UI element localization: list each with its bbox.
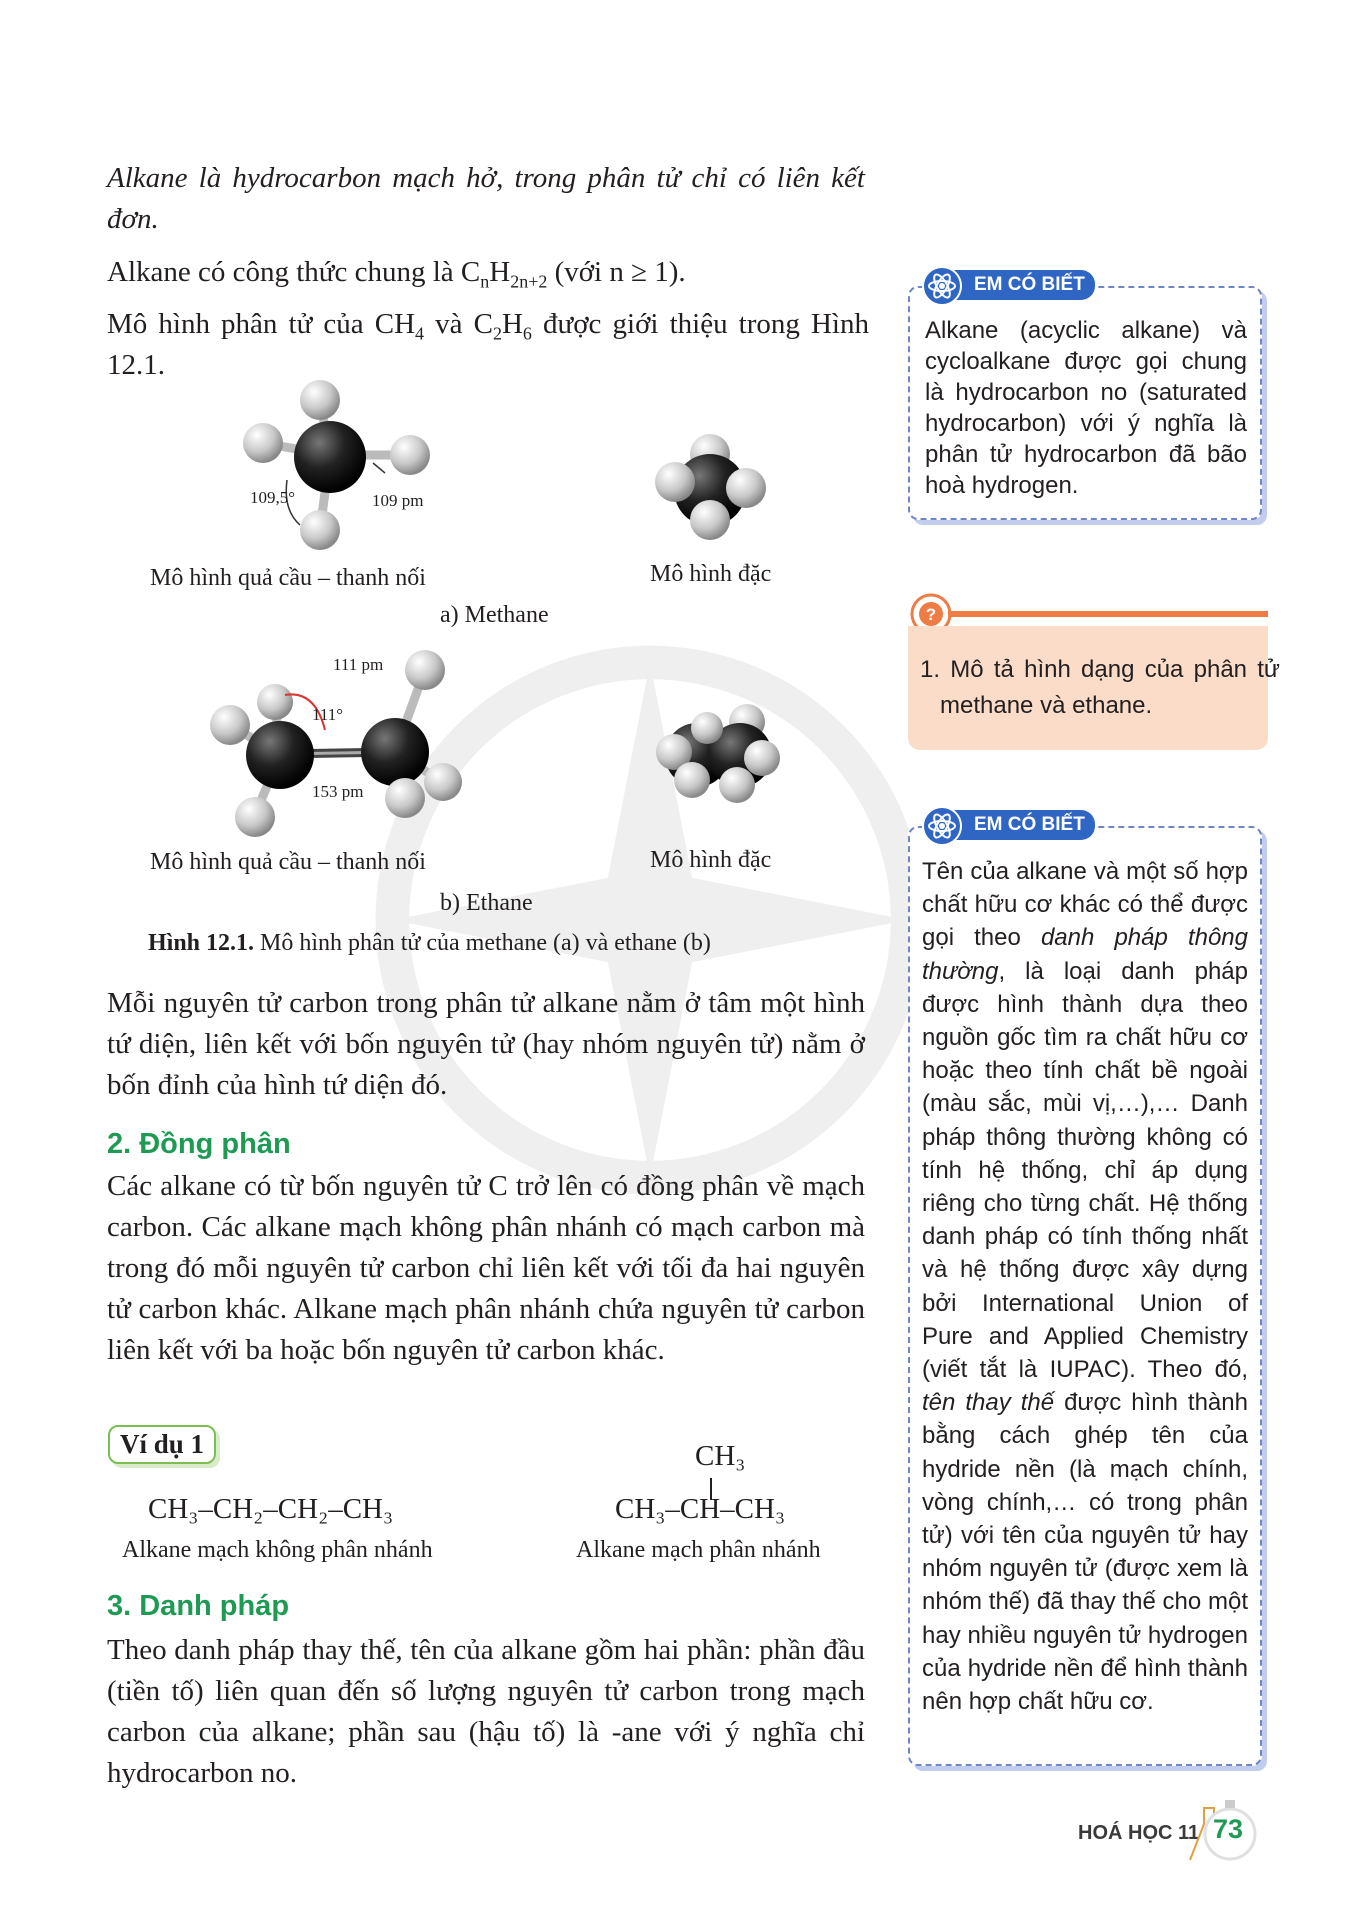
ethane-ball-stick-model [205, 650, 475, 850]
ethane-space-filling-model [652, 700, 782, 810]
atom-icon-overlay [922, 266, 962, 306]
general-formula: Alkane có công thức chung là $C_nH_{2n+2}$ (với n ≥ 1). [107, 256, 686, 292]
ethane-ch-bond-label: 111 pm [333, 655, 384, 674]
methane-angle-label: 109,5° [250, 488, 296, 507]
linear-alkane-formula: CH₃–CH₂–CH₂–CH₃ [148, 1493, 394, 1525]
page-number: 73 [1213, 1814, 1244, 1844]
did-you-know-text-2: Tên của alkane và một số hợp chất hữu cơ khác có thể được gọi theo danh pháp thông thường, là loại danh pháp được hình thành dựa theo nguồn gốc tìm ra chất hữu cơ hoặc theo tính chất bề ngoài (màu sắc, mùi vị,…),… Danh pháp thông thường không có tính hệ thống, chỉ áp dụng riêng cho từng chất. Hệ thống danh pháp có tính thống nhất và hệ thống được xây dựng bởi International Union of Pure and Applied Chemistry (viết tắt là IUPAC). Theo đó, tên thay thế được hình thành bằng cách ghép tên của hydride nền (là mạch chính, vòng chính,… có trong phân tử) với tên của nguyên tử hay nhóm nguyên tử (được xem là nhóm thế) đã thay thế cho một hay nhiều nguyên tử hydrogen của hydride nền để hình thành nên hợp chất hữu cơ. [922, 858, 1248, 1716]
did-you-know-text-1: Alkane (acyclic alkane) và cycloalkane được gọi chung là hydrocarbon no (saturated hydrocarbon) với ý nghĩa là phân tử hydrocarbon đã bão hoà hydrogen. [925, 317, 1247, 499]
methane-space-filling-model [650, 432, 770, 542]
methane-space-fill-label: Mô hình đặc [650, 561, 772, 587]
section-2-paragraph: Các alkane có từ bốn nguyên tử C trở lên có đồng phân về mạch carbon. Các alkane mạch không phân nhánh có mạch carbon mà trong đó mỗi nguyên tử carbon chỉ liên kết với tối đa hai nguyên tử carbon khác. Alkane mạch phân nhánh chứa nguyên tử carbon liên kết với ba hoặc bốn nguyên tử carbon khác. [107, 1170, 865, 1366]
methane-bond-label: 109 pm [372, 491, 424, 510]
model-intro: Mô hình phân tử của $CH_4$ và $C_2H_6$ được giới thiệu trong Hình 12.1. [107, 308, 869, 381]
ethane-ball-stick-label: Mô hình quả cầu – thanh nối [150, 849, 426, 875]
methane-ball-stick-label: Mô hình quả cầu – thanh nối [150, 565, 426, 591]
ethane-angle-label: 111° [312, 705, 344, 724]
linear-alkane-label: Alkane mạch không phân nhánh [122, 1537, 433, 1563]
figure-caption: Hình 12.1. Mô hình phân tử của methane (a) và ethane (b) [148, 930, 711, 956]
section-3-paragraph: Theo danh pháp thay thế, tên của alkane gồm hai phần: phần đầu (tiền tố) liên quan đến số lượng nguyên tử carbon trong mạch carbon của alkane; phần sau (hậu tố) là -ane với ý nghĩa chỉ hydrocarbon no. [107, 1634, 865, 1789]
did-you-know-badge-2: EM CÓ BIẾT [930, 810, 1095, 840]
branched-alkane-formula: CH₃–CH–CH₃ [615, 1493, 786, 1525]
branched-alkane-label: Alkane mạch phân nhánh [576, 1537, 821, 1563]
ethane-space-fill-label: Mô hình đặc [650, 847, 772, 873]
ethane-caption: b) Ethane [440, 890, 533, 916]
example-tag: Ví dụ 1 [108, 1425, 216, 1464]
svg-text:?: ? [925, 605, 937, 624]
question-divider [948, 611, 1268, 617]
did-you-know-badge-1: EM CÓ BIẾT [930, 270, 1095, 300]
question-text: 1. Mô tả hình dạng của phân tử methane và ethane. [920, 656, 1280, 719]
alkane-definition: Alkane là hydrocarbon mạch hở, trong phân tử chỉ có liên kết đơn. [107, 162, 865, 235]
atom-icon-2 [922, 806, 962, 846]
methane-ball-stick-model [225, 375, 455, 560]
section-2-heading: 2. Đồng phân [107, 1128, 291, 1160]
section-3-heading: 3. Danh pháp [107, 1590, 290, 1622]
branch-methyl-group: CH₃ [695, 1440, 746, 1472]
book-title: HOÁ HỌC 11 [1078, 1822, 1200, 1844]
methane-caption: a) Methane [440, 602, 549, 628]
ethane-cc-bond-label: 153 pm [312, 782, 364, 801]
tetrahedron-paragraph: Mỗi nguyên tử carbon trong phân tử alkane nằm ở tâm một hình tứ diện, liên kết với bốn nguyên tử (hay nhóm nguyên tử) nằm ở bốn đỉnh của hình tứ diện đó. [107, 987, 865, 1101]
